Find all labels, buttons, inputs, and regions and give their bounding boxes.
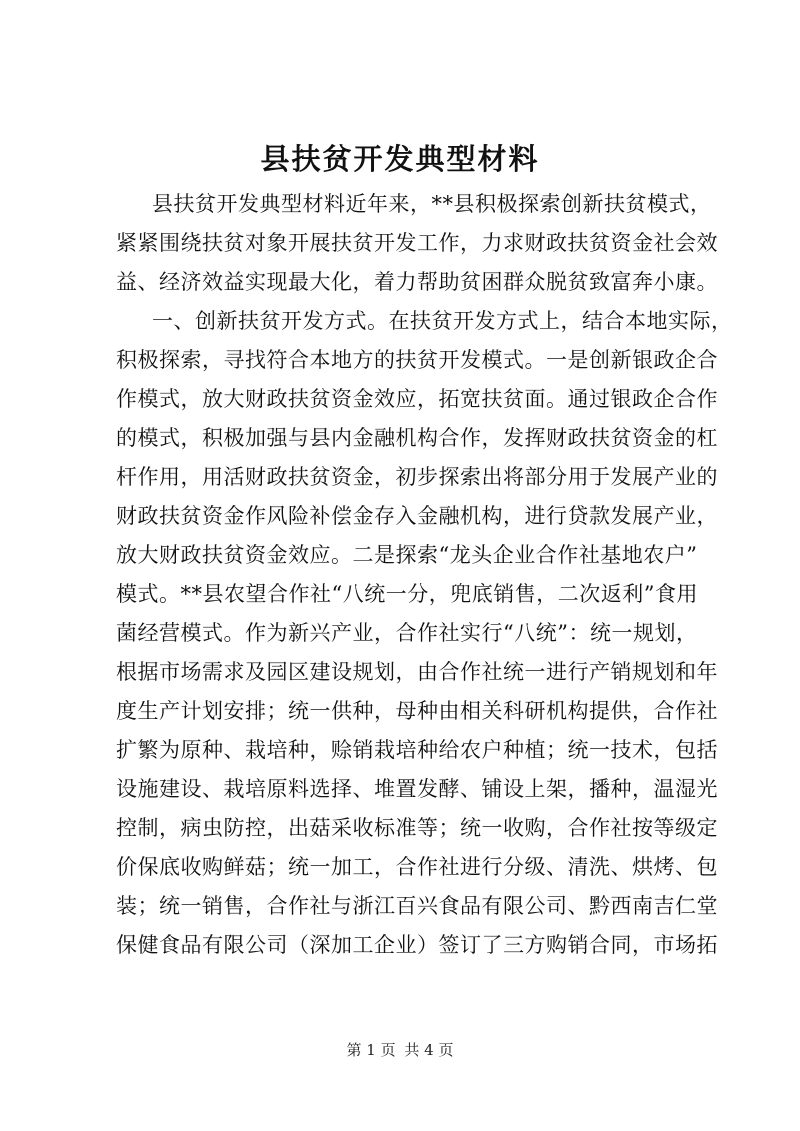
paragraph-2-line-9: 菌经营模式。作为新兴产业，合作社实行“八统”：统一规划， [116, 621, 698, 645]
paragraph-1-line-1: 县扶贫开发典型材料近年来，**县积极探索创新扶贫模式， [152, 192, 712, 216]
paragraph-2-line-3: 作模式，放大财政扶贫资金效应，拓宽扶贫面。通过银政企合作 [116, 387, 718, 411]
paragraph-2-line-16: 装；统一销售，合作社与浙江百兴食品有限公司、黔西南吉仁堂 [116, 894, 718, 918]
paragraph-2-line-2: 积极探索，寻找符合本地方的扶贫开发模式。一是创新银政企合 [116, 348, 718, 372]
paragraph-2-line-6: 财政扶贫资金作风险补偿金存入金融机构，进行贷款发展产业， [116, 504, 718, 528]
paragraph-2-line-10: 根据市场需求及园区建设规划，由合作社统一进行产销规划和年 [116, 660, 718, 684]
paragraph-2-line-15: 价保底收购鲜菇；统一加工，合作社进行分级、清洗、烘烤、包 [116, 855, 718, 879]
paragraph-2-line-8: 模式。**县农望合作社“八统一分，兜底销售，二次返利”食用 [116, 582, 698, 606]
paragraph-2-line-1: 一、创新扶贫开发方式。在扶贫开发方式上，结合本地实际， [152, 309, 733, 333]
paragraph-2-line-7: 放大财政扶贫资金效应。二是探索“龙头企业合作社基地农户” [116, 543, 698, 567]
paragraph-2-line-17: 保健食品有限公司（深加工企业）签订了三方购销合同，市场拓 [116, 933, 718, 957]
paragraph-2-line-5: 杆作用，用活财政扶贫资金，初步探索出将部分用于发展产业的 [116, 465, 718, 489]
paragraph-2-line-4: 的模式，积极加强与县内金融机构合作，发挥财政扶贫资金的杠 [116, 426, 718, 450]
page-footer [0, 1040, 800, 1060]
page-total-label: 共 4 页 [404, 1041, 454, 1059]
paragraph-2-line-11: 度生产计划安排；统一供种，母种由相关科研机构提供，合作社 [116, 699, 718, 723]
paragraph-2-line-13: 设施建设、栽培原料选择、堆置发酵、铺设上架，播种，温湿光 [116, 777, 718, 801]
paragraph-2-line-14: 控制，病虫防控，出菇采收标准等；统一收购，合作社按等级定 [116, 816, 718, 840]
document-title: 县扶贫开发典型材料 [260, 142, 540, 176]
page-number-label: 第 1 页 [346, 1041, 396, 1059]
paragraph-2-line-12: 扩繁为原种、栽培种，赊销栽培种给农户种植；统一技术，包括 [116, 738, 718, 762]
paragraph-1-line-3: 益、经济效益实现最大化，着力帮助贫困群众脱贫致富奔小康。 [116, 270, 718, 294]
document-body [116, 185, 733, 965]
paragraph-1-line-2: 紧紧围绕扶贫对象开展扶贫开发工作，力求财政扶贫资金社会效 [116, 231, 718, 255]
